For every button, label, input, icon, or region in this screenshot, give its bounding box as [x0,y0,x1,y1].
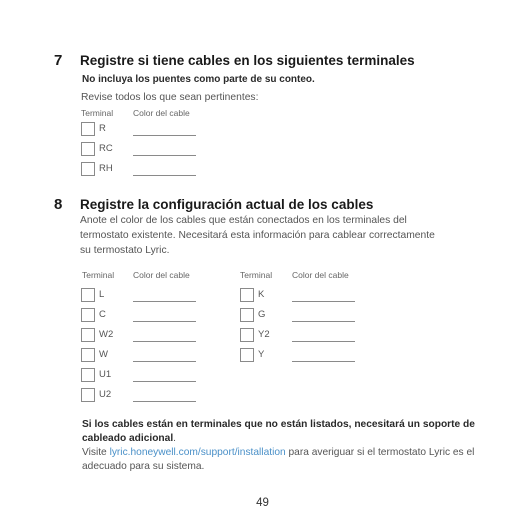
step-8-description: Anote el color de los cables que están conectados en los terminales del termostato existente. Necesitará esta información para cablear correctamente su termostato Lyric. [80,215,435,256]
wire-color-line-l[interactable] [133,301,196,302]
wire-color-line-r[interactable] [133,135,196,136]
terminal-label-w: W [99,349,108,360]
terminal-label-y2: Y2 [258,329,270,340]
terminal-checkbox-g[interactable] [240,308,254,322]
step-8-col-terminal-left: Terminal [82,270,115,280]
terminal-checkbox-y[interactable] [240,348,254,362]
page-number: 49 [256,497,269,509]
wire-color-line-k[interactable] [292,301,355,302]
terminal-checkbox-r[interactable] [81,122,95,136]
terminal-checkbox-rc[interactable] [81,142,95,156]
terminal-label-l: L [99,289,105,300]
terminal-checkbox-k[interactable] [240,288,254,302]
terminal-label-g: G [258,309,266,320]
terminal-label-c: C [99,309,106,320]
step-7-instruction: Revise todos los que sean pertinentes: [81,92,259,103]
wire-color-line-g[interactable] [292,321,355,322]
support-link[interactable]: lyric.honeywell.com/support/installation [109,447,286,458]
terminal-label-k: K [258,289,265,300]
step-7-col-terminal: Terminal [81,108,114,118]
step-8-col-color-right: Color del cable [292,270,349,280]
terminal-checkbox-l[interactable] [81,288,95,302]
additional-wiring-warning: Si los cables están en terminales que no están listados, necesitará un soporte de cableado adicional [82,419,475,444]
visit-rest-text: para averiguar si el termostato Lyric es el adecuado para su sistema. [82,447,475,472]
wire-color-line-y[interactable] [292,361,355,362]
step-8-number: 8 [54,196,63,213]
terminal-label-w2: W2 [99,329,114,340]
step-7-col-color: Color del cable [133,108,190,118]
terminal-checkbox-w[interactable] [81,348,95,362]
wire-color-line-rh[interactable] [133,175,196,176]
terminal-label-y: Y [258,349,265,360]
additional-wiring-note [82,418,482,474]
wire-color-line-u2[interactable] [133,401,196,402]
wire-color-line-c[interactable] [133,321,196,322]
step-8-col-terminal-right: Terminal [240,270,273,280]
wire-color-line-rc[interactable] [133,155,196,156]
step-7-title: Registre si tiene cables en los siguientes terminales [80,53,415,68]
terminal-label-u2: U2 [99,389,112,400]
step-7-number: 7 [54,52,63,69]
step-8-col-color-left: Color del cable [133,270,190,280]
warning-period: . [173,433,176,444]
visit-text: Visite [82,447,110,458]
terminal-label-rc: RC [99,143,113,154]
terminal-checkbox-y2[interactable] [240,328,254,342]
terminal-checkbox-u1[interactable] [81,368,95,382]
terminal-label-u1: U1 [99,369,112,380]
wire-color-line-w2[interactable] [133,341,196,342]
wire-color-line-y2[interactable] [292,341,355,342]
wire-color-line-w[interactable] [133,361,196,362]
terminal-label-r: R [99,123,106,134]
terminal-checkbox-rh[interactable] [81,162,95,176]
terminal-label-rh: RH [99,163,113,174]
step-8-title: Registre la configuración actual de los cables [80,197,374,212]
step-7-note: No incluya los puentes como parte de su conteo. [82,74,315,85]
terminal-checkbox-u2[interactable] [81,388,95,402]
terminal-checkbox-c[interactable] [81,308,95,322]
terminal-checkbox-w2[interactable] [81,328,95,342]
wire-color-line-u1[interactable] [133,381,196,382]
